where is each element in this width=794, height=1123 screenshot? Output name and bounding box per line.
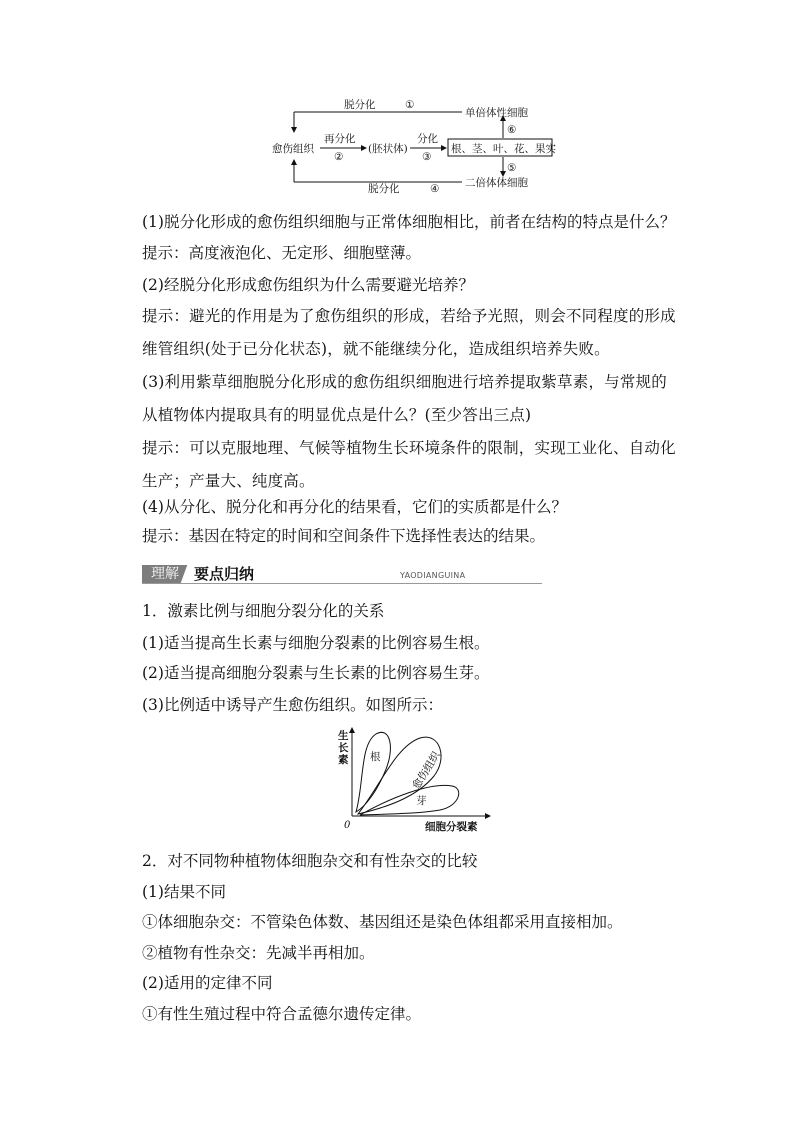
edge-top-label: 脱分化 [344, 99, 376, 111]
differentiation-flow-diagram [260, 92, 560, 194]
question-3: (3)利用紫草细胞脱分化形成的愈伤组织细胞进行培养提取紫草素，与常规的从植物体内提取具有的明显优点是什么？(至少答出三点) [142, 373, 667, 424]
region-bud-label: 芽 [416, 795, 427, 807]
question-1: (1)脱分化形成的愈伤组织细胞与正常体细胞相比，前者在结构的特点是什么？ [142, 213, 676, 231]
node-organs: 根、茎、叶、花、果实 [451, 143, 556, 155]
chart-y-label: 生长素 [338, 730, 349, 766]
point1-item-2: (2)适当提高细胞分裂素与生长素的比例容易生芽。 [142, 664, 490, 682]
point2-item-3: ②植物有性杂交：先减半再相加。 [142, 944, 375, 962]
node-embryoid: (胚状体) [368, 143, 408, 155]
answer-4: 提示：基因在特定的时间和空间条件下选择性表达的结果。 [142, 527, 546, 545]
node-haploid: 单倍体性细胞 [465, 107, 528, 119]
point2-heading: 2．对不同物种植物体细胞杂交和有性杂交的比较 [142, 852, 478, 870]
section-banner [142, 563, 682, 585]
edge-dif-num: ③ [422, 151, 432, 163]
edge-up-num: ⑥ [507, 124, 517, 136]
edge-top-num: ① [405, 99, 415, 111]
question-2: (2)经脱分化形成愈伤组织为什么需要避光培养？ [142, 276, 474, 294]
region-root [356, 732, 390, 812]
edge-redif-num: ② [334, 151, 344, 163]
edge-redif-label: 再分化 [324, 133, 356, 145]
section-rule [142, 583, 542, 584]
node-callus: 愈伤组织 [272, 143, 314, 155]
origin-label: 0 [344, 820, 351, 831]
region-root-label: 根 [370, 751, 381, 763]
section-title: 要点归纳 [194, 565, 255, 583]
point2-item-2: ①体细胞杂交：不管染色体数、基因组还是染色体组都采用直接相加。 [142, 913, 623, 931]
node-diploid: 二倍体体细胞 [465, 177, 528, 189]
point1-item-3: (3)比例适中诱导产生愈伤组织。如图所示： [142, 696, 443, 714]
answer-3: 提示：可以克服地理、气候等植物生长环境条件的限制，实现工业化、自动化生产；产量大、纯度高。 [142, 439, 676, 490]
edge-dif-label: 分化 [417, 133, 438, 145]
section-pinyin: YAODIANGUINA [400, 571, 466, 580]
point2-item-5: ①有性生殖过程中符合孟德尔遗传定律。 [142, 1005, 422, 1023]
point2-item-4: (2)适用的定律不同 [142, 974, 273, 992]
edge-bottom-label: 脱分化 [368, 183, 400, 194]
section-tag-label: 理解 [151, 566, 179, 582]
answer-2: 提示：避光的作用是为了愈伤组织的形成，若给予光照，则会不同程度的形成维管组织(处于已分化状态)，就不能继续分化，造成组织培养失败。 [142, 307, 676, 358]
edge-bottom-num: ④ [430, 183, 440, 194]
point1-heading: 1．激素比例与细胞分裂分化的关系 [142, 602, 385, 620]
chart-x-label: 细胞分裂素 [425, 821, 478, 833]
answer-1: 提示：高度液泡化、无定形、细胞壁薄。 [142, 244, 422, 262]
question-4: (4)从分化、脱分化和再分化的结果看，它们的实质都是什么？ [142, 498, 567, 516]
point2-item-1: (1)结果不同 [142, 883, 226, 901]
edge-down-num: ⑤ [507, 162, 517, 174]
point1-item-1: (1)适当提高生长素与细胞分裂素的比例容易生根。 [142, 634, 490, 652]
region-callus-label: 愈伤组织 [410, 749, 443, 792]
